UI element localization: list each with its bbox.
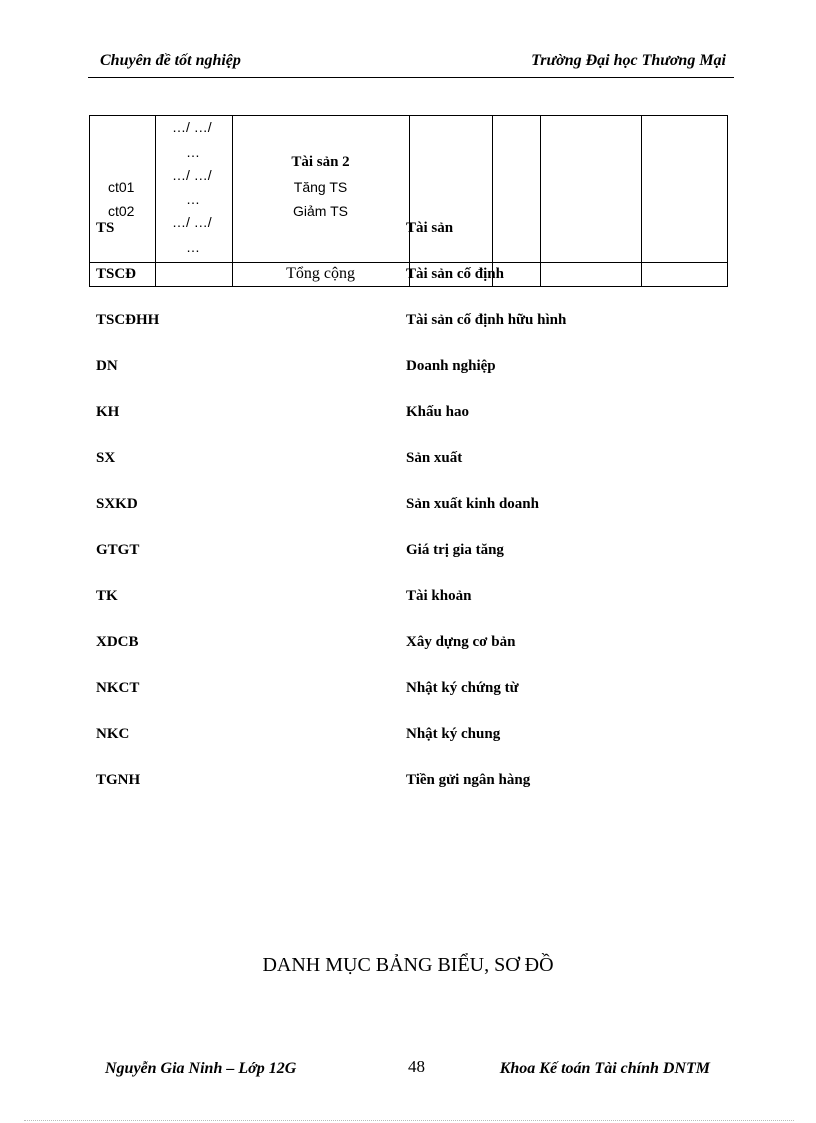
list-item-abbr: SXKD	[96, 496, 138, 512]
table-col-divider	[492, 115, 493, 287]
date-cell: …	[186, 144, 200, 160]
list-item-abbr: GTGT	[96, 542, 140, 558]
list-item-abbr: TGNH	[96, 772, 141, 788]
list-item-abbr: NKC	[96, 726, 130, 742]
list-item-meaning: Nhật ký chung	[406, 726, 501, 742]
first-col-label: TS	[96, 220, 115, 236]
list-item-abbr: SX	[96, 450, 116, 466]
list-item-meaning: Nhật ký chứng từ	[406, 680, 519, 696]
page-number: 48	[408, 1057, 425, 1076]
list-item-meaning: Giá trị gia tăng	[406, 542, 504, 558]
list-item-abbr: TSCĐHH	[96, 312, 160, 328]
date-cell: …	[186, 191, 200, 207]
footer-author: Nguyễn Gia Ninh – Lớp 12G	[105, 1060, 297, 1077]
list-item-meaning: Khấu hao	[406, 404, 469, 420]
table-col-divider	[155, 115, 156, 287]
table-col-divider	[409, 115, 410, 287]
doc-code: ct02	[108, 203, 135, 219]
table-col-divider	[232, 115, 233, 287]
meaning-col-label: Tài sản	[406, 220, 454, 236]
header-left: Chuyên đề tốt nghiệp	[100, 52, 241, 69]
total-abbr: TSCĐ	[96, 266, 137, 282]
list-item-meaning: Doanh nghiệp	[406, 358, 496, 374]
total-meaning: Tài sản cố định	[406, 266, 504, 282]
list-item-meaning: Xây dựng cơ bản	[406, 634, 516, 650]
list-item-meaning: Tài khoản	[406, 588, 472, 604]
list-item-meaning: Tiền gửi ngân hàng	[406, 772, 531, 788]
list-item-abbr: NKCT	[96, 680, 140, 696]
doc-code: ct01	[108, 179, 135, 195]
asset-line: Tăng TS	[293, 179, 348, 195]
list-item-abbr: KH	[96, 404, 120, 420]
list-item-abbr: XDCB	[96, 634, 139, 650]
total-label: Tổng cộng	[286, 265, 355, 282]
bottom-divider	[24, 1120, 794, 1121]
footer-department: Khoa Kế toán Tài chính DNTM	[499, 1060, 710, 1077]
list-item-meaning: Sản xuất kinh doanh	[406, 496, 539, 512]
header-right: Trường Đại học Thương Mại	[531, 52, 726, 69]
header-divider	[88, 77, 734, 78]
table-col-divider	[540, 115, 541, 287]
list-item-meaning: Tài sản cố định hữu hình	[406, 312, 567, 328]
asset-line: Giảm TS	[293, 203, 348, 219]
section-title: DANH MỤC BẢNG BIỂU, SƠ ĐỒ	[262, 954, 554, 976]
list-item-abbr: TK	[96, 588, 118, 604]
date-cell: …/ …/	[172, 119, 212, 135]
list-item-abbr: DN	[96, 358, 118, 374]
date-cell: …/ …/	[172, 214, 212, 230]
asset-title: Tài sản 2	[291, 154, 350, 170]
date-cell: …/ …/	[172, 167, 212, 183]
list-item-meaning: Sản xuất	[406, 450, 463, 466]
date-cell: …	[186, 239, 200, 255]
table-col-divider	[641, 115, 642, 287]
